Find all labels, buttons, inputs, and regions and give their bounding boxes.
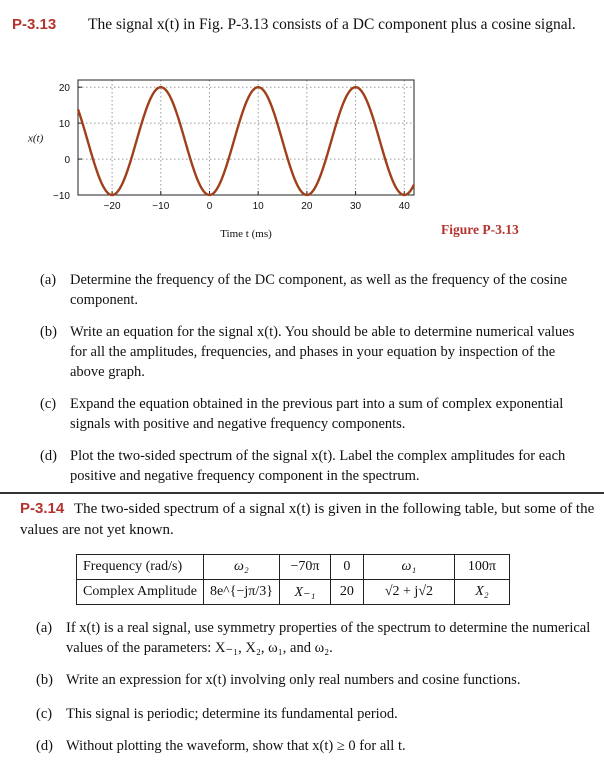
part-label: (b) (40, 324, 57, 340)
part-label: (c) (40, 396, 57, 412)
table-row (77, 555, 510, 580)
part-d (36, 736, 596, 756)
x-tick-label: −20 (103, 201, 121, 212)
row-header: Complex Amplitude (77, 580, 204, 605)
part-text: Write an equation for the signal x(t). You should be able to determine numerical values for all the amplitudes, frequencies, and phases in your equation by inspection of the above graph. (70, 324, 575, 380)
x-tick-label: −10 (152, 201, 170, 212)
x-tick-label: 10 (252, 201, 264, 212)
table-cell: −70π (279, 555, 330, 580)
part-label: (a) (36, 620, 53, 636)
y-axis-label: x(t) (28, 132, 44, 145)
table-cell: 20 (330, 580, 363, 605)
series-line (78, 87, 414, 195)
part-text: Write an expression for x(t) involving only real numbers and cosine functions. (66, 672, 521, 688)
part-label: (a) (40, 272, 57, 288)
table-cell: 0 (330, 555, 363, 580)
part-label: (b) (36, 672, 53, 688)
table-cell: 8e^{−jπ/3} (203, 580, 279, 605)
table-cell: √2 + j√2 (363, 580, 454, 605)
part-d (40, 446, 588, 486)
x-tick-label: 30 (350, 201, 362, 212)
part-a (40, 270, 588, 310)
part-label: (d) (40, 448, 57, 464)
part-label: (c) (36, 706, 53, 722)
part-text: If x(t) is a real signal, use symmetry properties of the spectrum to determine the numerical values of the parameters: X₋₁, X₂, ω₁, and ω₂. (66, 620, 591, 656)
figure-caption: Figure P-3.13 (441, 222, 519, 237)
part-text: This signal is periodic; determine its fundamental period. (66, 706, 398, 722)
part-a (36, 618, 596, 658)
y-tick-label: 20 (58, 83, 70, 95)
part-text: Determine the frequency of the DC component, as well as the frequency of the cosine component. (70, 272, 568, 308)
x-tick-label: 0 (206, 201, 213, 212)
part-label: (d) (36, 738, 53, 754)
table-cell: X₋₁ (279, 580, 330, 605)
y-tick-label: 10 (58, 119, 70, 131)
table-cell: ω₁ (363, 555, 454, 580)
part-text: Expand the equation obtained in the previous part into a sum of complex exponential signals with positive and negative frequency components. (70, 396, 564, 432)
x-tick-label: 40 (398, 201, 410, 212)
part-text: Without plotting the waveform, show that x(t) ≥ 0 for all t. (66, 738, 406, 754)
problem-number: P-3.14 (20, 500, 65, 517)
table-cell: ω₂ (203, 555, 279, 580)
part-text: Plot the two-sided spectrum of the signal x(t). Label the complex amplitudes for each positive and negative frequency component in the spectrum. (70, 448, 566, 484)
row-header: Frequency (rad/s) (77, 555, 204, 580)
table-cell: X₂ (454, 580, 509, 605)
table-row (77, 580, 510, 605)
x-tick-label: 20 (301, 201, 313, 212)
y-tick-label: 0 (64, 155, 70, 167)
problem-statement-block (20, 498, 596, 541)
y-tick-label: −10 (53, 191, 70, 202)
part-b (40, 322, 588, 382)
part-c (40, 394, 588, 434)
problem-statement: The signal x(t) in Fig. P-3.13 consists of a DC component plus a cosine signal. (88, 16, 576, 33)
problem-number: P-3.13 (12, 16, 57, 33)
x-axis-label: Time t (ms) (220, 228, 272, 240)
problem-statement: The two-sided spectrum of a signal x(t) is given in the following table, but some of the values are not yet known. (20, 501, 595, 538)
part-c (36, 704, 596, 724)
table-cell: 100π (454, 555, 509, 580)
plot-frame (78, 80, 414, 195)
spectrum-table (76, 554, 510, 605)
part-b (36, 670, 596, 690)
problem-3-14 (0, 494, 604, 767)
